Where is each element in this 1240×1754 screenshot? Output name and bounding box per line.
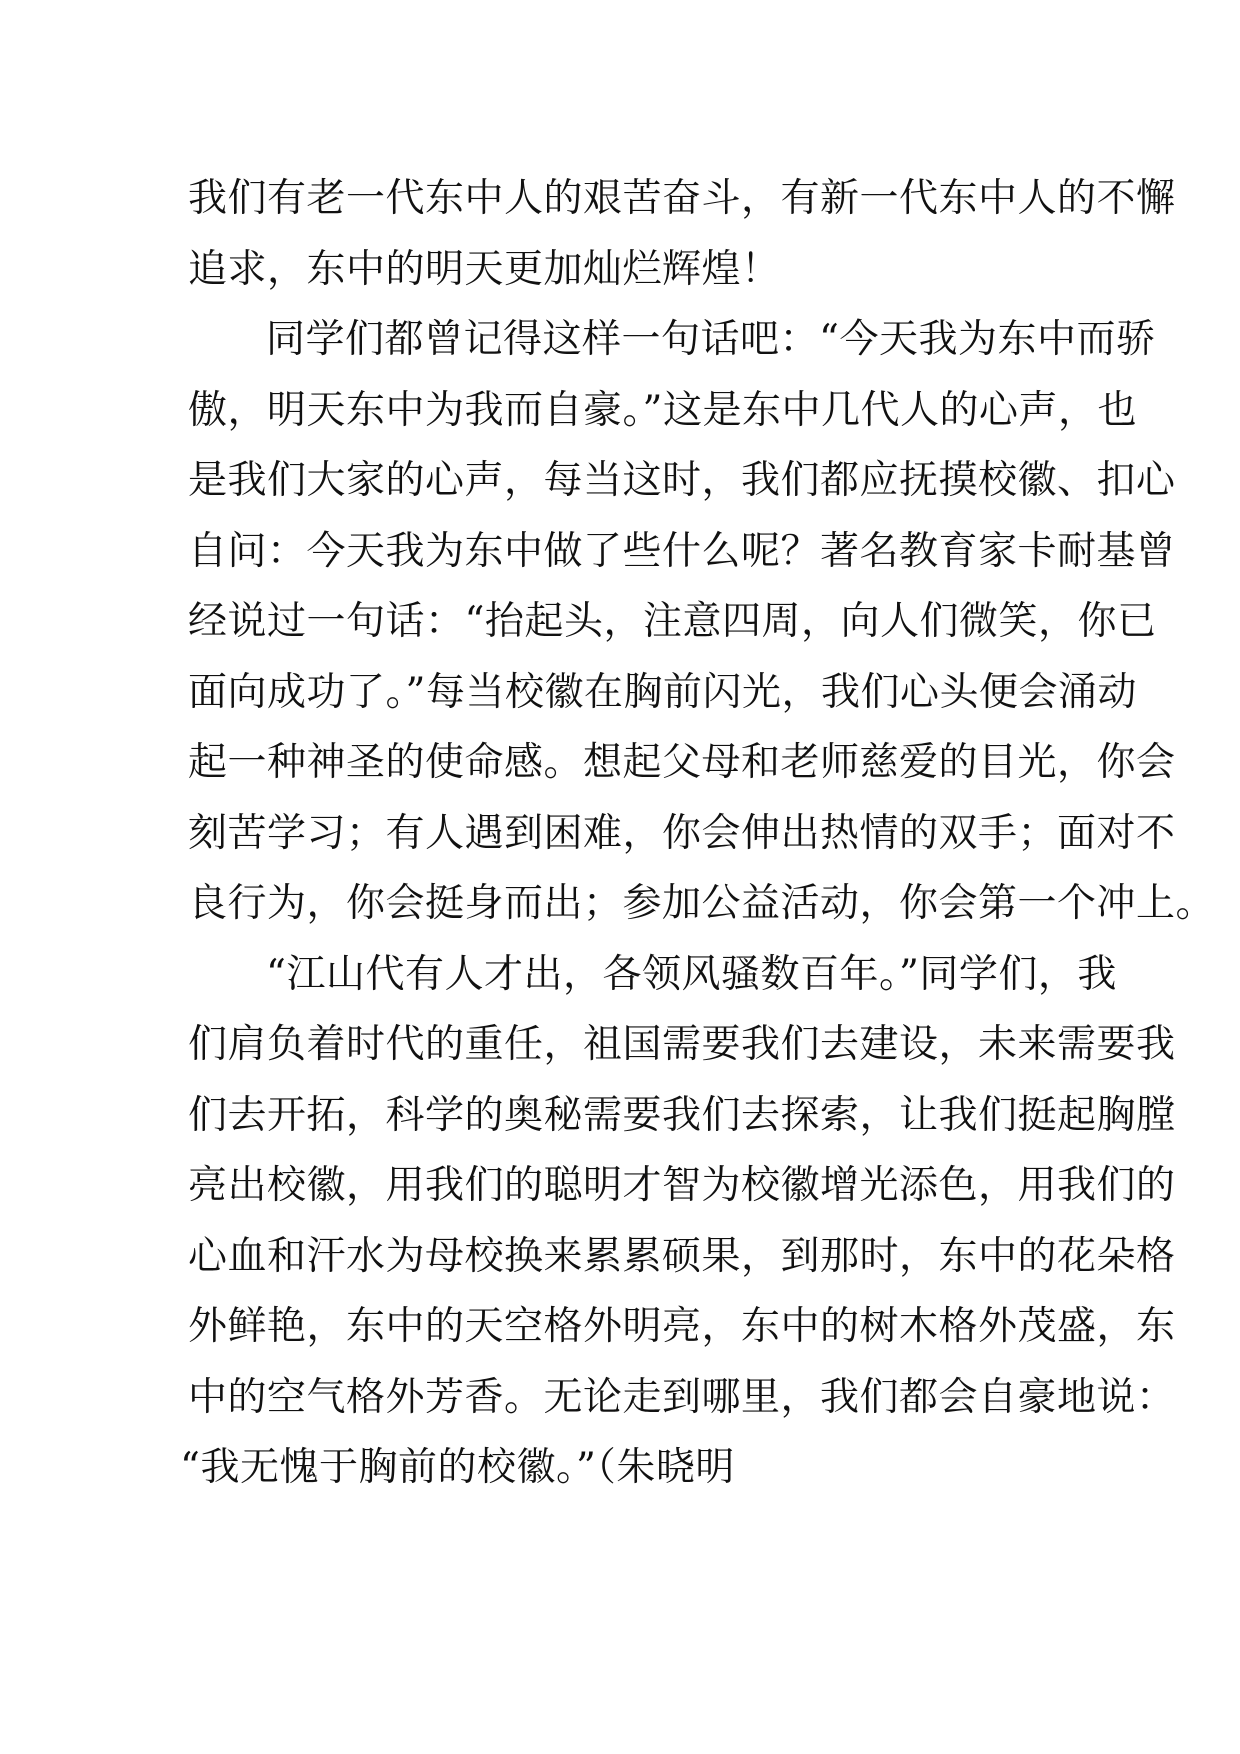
text-line: 中的空气格外芳香。无论走到哪里，我们都会自豪地说： bbox=[188, 1374, 1176, 1420]
text-line: 我们有老一代东中人的艰苦奋斗，有新一代东中人的不懈 bbox=[188, 176, 1176, 221]
text-line: “我无愧于胸前的校徽。”（朱晓明 bbox=[180, 1445, 735, 1490]
text-line: 亮出校徽，用我们的聪明才智为校徽增光添色，用我们的 bbox=[188, 1163, 1176, 1208]
text-line-paragraph-start: 同学们都曾记得这样一句话吧：“今天我为东中而骄 bbox=[266, 317, 1156, 362]
text-line: 们去开拓，科学的奥秘需要我们去探索，让我们挺起胸膛 bbox=[188, 1092, 1176, 1138]
text-line: 外鲜艳，东中的天空格外明亮，东中的树木格外茂盛，东 bbox=[188, 1304, 1176, 1349]
text-line: 面向成功了。”每当校徽在胸前闪光，我们心头便会涌动 bbox=[188, 669, 1137, 715]
text-line: 心血和汗水为母校换来累累硕果，到那时，东中的花朵格 bbox=[188, 1233, 1176, 1279]
text-line: 自问：今天我为东中做了些什么呢？著名教育家卡耐基曾 bbox=[188, 528, 1176, 574]
text-line: 们肩负着时代的重任，祖国需要我们去建设，未来需要我 bbox=[188, 1022, 1176, 1067]
text-line: 经说过一句话：“抬起头，注意四周，向人们微笑，你已 bbox=[188, 599, 1157, 644]
body-text bbox=[180, 164, 1216, 1504]
text-line: 是我们大家的心声，每当这时，我们都应抚摸校徽、扣心 bbox=[188, 458, 1176, 503]
text-line-paragraph-start: “江山代有人才出，各领风骚数百年。”同学们，我 bbox=[266, 951, 1117, 997]
text-line: 起一种神圣的使命感。想起父母和老师慈爱的目光，你会 bbox=[188, 740, 1176, 785]
text-line: 傲，明天东中为我而自豪。”这是东中几代人的心声，也 bbox=[188, 387, 1137, 433]
text-line: 良行为，你会挺身而出；参加公益活动，你会第一个冲上。 bbox=[188, 881, 1216, 926]
text-line: 刻苦学习；有人遇到困难，你会伸出热情的双手；面对不 bbox=[188, 810, 1176, 856]
text-line: 追求，东中的明天更加灿烂辉煌！ bbox=[188, 246, 781, 292]
